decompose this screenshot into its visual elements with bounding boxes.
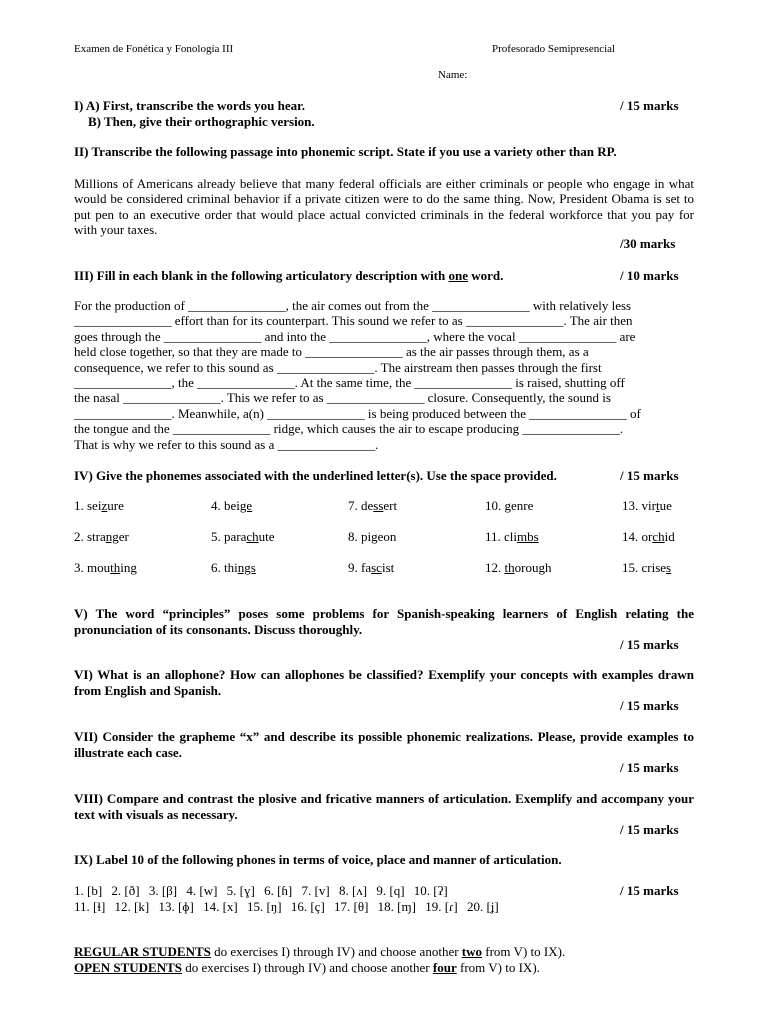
word-text: 3. mou xyxy=(74,560,111,575)
phone-item: 12. [k] xyxy=(114,899,150,914)
section-2-title: II) Transcribe the following passage into phonemic script. State if you use a variety other than RP. xyxy=(74,144,617,159)
word-underlined: sc xyxy=(371,560,382,575)
section-3-marks: / 10 marks xyxy=(620,268,679,283)
phone-item: 15. [ŋ] xyxy=(247,899,282,914)
regular-count: two xyxy=(461,944,483,959)
section-1 xyxy=(74,98,694,130)
word-item xyxy=(211,560,256,576)
word-text: 5. para xyxy=(211,529,247,544)
word-item xyxy=(485,498,533,514)
description-line: _______________. Meanwhile, a(n) _______________ is being produced between the _______________ of xyxy=(74,405,641,421)
description-line: the nasal _______________. This we refer to as _______________ closure. Consequently, the sound is xyxy=(74,390,611,406)
word-underlined: g xyxy=(504,498,511,513)
word-item xyxy=(74,560,137,576)
description-line: For the production of _______________, the air comes out from the _______________ with relatively less xyxy=(74,298,632,313)
section-1-marks: / 15 marks xyxy=(620,98,679,113)
word-underlined: th xyxy=(110,560,121,575)
regular-students-label: REGULAR STUDENTS xyxy=(74,944,211,959)
instruction-text: do exercises I) through IV) and choose another xyxy=(210,944,462,959)
word-item xyxy=(622,560,671,576)
section-1-line-a: I) A) First, transcribe the words you hear. xyxy=(74,98,305,113)
word-text: ert xyxy=(383,498,398,513)
word-text: orough xyxy=(514,560,552,575)
phone-item: 9. [q] xyxy=(376,883,405,898)
word-text: enre xyxy=(511,498,534,513)
word-item xyxy=(622,529,675,545)
section-8-marks: / 15 marks xyxy=(620,822,679,837)
phone-item: 5. [ɣ] xyxy=(226,883,255,898)
word-item xyxy=(485,560,551,576)
word-underlined: g xyxy=(371,529,378,544)
section-7-marks: / 15 marks xyxy=(620,760,679,775)
description-line: That is why we refer to this sound as a _______________. xyxy=(74,436,379,452)
instruction-text: do exercises I) through IV) and choose another xyxy=(182,960,433,975)
section-3-description xyxy=(74,298,694,452)
instruction-text: from V) to IX). xyxy=(456,960,540,975)
open-count: four xyxy=(432,960,457,975)
word-text: 6. thi xyxy=(211,560,238,575)
word-item xyxy=(74,529,129,545)
word-text: eon xyxy=(377,529,397,544)
word-text: ute xyxy=(258,529,275,544)
word-item xyxy=(348,560,394,576)
header-program: Profesorado Semipresencial xyxy=(492,43,616,55)
word-item xyxy=(211,529,275,545)
word-text: 2. stra xyxy=(74,529,106,544)
word-text: 11. cli xyxy=(485,529,518,544)
phones-row-2 xyxy=(74,899,505,915)
word-underlined: mbs xyxy=(517,529,539,544)
word-underlined: s xyxy=(666,560,672,575)
section-4-marks: / 15 marks xyxy=(620,468,679,483)
word-item xyxy=(348,498,397,514)
section-5-marks: / 15 marks xyxy=(620,637,679,652)
regular-students-instruction xyxy=(74,944,565,960)
word-underlined: ss xyxy=(373,498,384,513)
word-text: 15. crise xyxy=(622,560,667,575)
section-6-marks: / 15 marks xyxy=(620,698,679,713)
phone-item: 7. [v] xyxy=(301,883,330,898)
word-text: 1. sei xyxy=(74,498,102,513)
word-item xyxy=(485,529,539,545)
phone-item: 2. [ð] xyxy=(111,883,140,898)
word-underlined: ge xyxy=(239,498,253,513)
section-8-title: VIII) Compare and contrast the plosive and fricative manners of articulation. Exemplify and accompany your text with visuals as necessary. xyxy=(74,791,694,822)
word-text: ist xyxy=(381,560,395,575)
section-9-marks: / 15 marks xyxy=(620,883,679,898)
word-text: 14. or xyxy=(622,529,653,544)
section-7-title: VII) Consider the grapheme “x” and describe its possible phonemic realizations. Please, provide examples to illustrate each case. xyxy=(74,729,694,760)
section-3-title-post: word. xyxy=(468,268,504,283)
phone-item: 4. [w] xyxy=(186,883,218,898)
section-3-title xyxy=(74,268,694,284)
word-text: er xyxy=(118,529,129,544)
word-underlined: ch xyxy=(246,529,259,544)
word-text: 9. fa xyxy=(348,560,372,575)
word-item xyxy=(622,498,672,514)
word-underlined: ngs xyxy=(237,560,256,575)
section-5-title: V) The word “principles” poses some problems for Spanish-speaking learners of English relating the pronunciation of its consonants. Discuss thoroughly. xyxy=(74,606,694,637)
phone-item: 1. [b] xyxy=(74,883,103,898)
description-line: the tongue and the _______________ ridge, which causes the air to escape producing _______________. xyxy=(74,421,624,437)
word-item xyxy=(348,529,396,545)
word-text: 13. vir xyxy=(622,498,656,513)
open-students-label: OPEN STUDENTS xyxy=(74,960,182,975)
word-text: ue xyxy=(659,498,672,513)
section-6-title: VI) What is an allophone? How can allophones be classified? Exemplify your concepts with examples drawn from English and Spanish. xyxy=(74,667,694,698)
section-9-title: IX) Label 10 of the following phones in terms of voice, place and manner of articulation. xyxy=(74,852,562,867)
word-text: 8. pi xyxy=(348,529,372,544)
word-text: 7. de xyxy=(348,498,374,513)
phone-item: 13. [ɸ] xyxy=(158,899,194,914)
phone-item: 20. [ʝ] xyxy=(466,899,499,914)
instruction-text: from V) to IX). xyxy=(482,944,566,959)
word-text: id xyxy=(664,529,675,544)
phone-item: 16. [ç] xyxy=(290,899,325,914)
word-underlined: t xyxy=(655,498,660,513)
description-line: consequence, we refer to this sound as _______________. The airstream then passes through the first xyxy=(74,359,602,375)
name-label: Name: xyxy=(438,69,468,81)
section-3-title-pre: III) Fill in each blank in the following articulatory description with xyxy=(74,268,449,283)
phone-item: 8. [ʌ] xyxy=(338,883,368,898)
word-underlined: z xyxy=(101,498,108,513)
word-text: ing xyxy=(120,560,137,575)
section-3-title-emphasis: one xyxy=(448,268,468,283)
section-1-line-b: B) Then, give their orthographic version. xyxy=(88,114,315,129)
section-4-title: IV) Give the phonemes associated with the underlined letter(s). Use the space provided. xyxy=(74,468,557,483)
phone-item: 10. [ʔ] xyxy=(413,883,448,898)
open-students-instruction xyxy=(74,960,540,976)
phone-item: 17. [θ] xyxy=(334,899,369,914)
description-line: _______________ effort than for its counterpart. This sound we refer to as _______________. The air then xyxy=(74,313,633,329)
word-item xyxy=(74,498,124,514)
word-item xyxy=(211,498,252,514)
phones-row-1 xyxy=(74,883,454,899)
word-text: 12. xyxy=(485,560,505,575)
header-course-title: Examen de Fonética y Fonología III xyxy=(74,43,234,55)
word-text: 4. bei xyxy=(211,498,240,513)
description-line: _______________, the _______________. At the same time, the _______________ is raised, shutting off xyxy=(74,374,625,390)
section-2-passage: Millions of Americans already believe that many federal officials are either criminals or people who engage in what would be considered criminal behavior if a private citizen were to do the same thing. Now, President Obama is set to put pen to an executive order that would place actual convicted criminals in the federal workforce that you pay for with your taxes. xyxy=(74,176,694,238)
phone-item: 6. [ɦ] xyxy=(264,883,293,898)
section-2-marks: /30 marks xyxy=(620,236,676,251)
word-underlined: ng xyxy=(105,529,119,544)
word-underlined: ch xyxy=(652,529,665,544)
phone-item: 18. [ɱ] xyxy=(377,899,416,914)
word-text: ure xyxy=(107,498,124,513)
phone-item: 3. [β] xyxy=(148,883,178,898)
phone-item: 11. [ɬ] xyxy=(74,899,106,914)
phone-item: 14. [x] xyxy=(203,899,238,914)
phone-item: 19. [ɾ] xyxy=(425,899,458,914)
word-underlined: th xyxy=(504,560,515,575)
description-line: held close together, so that they are made to _______________ as the air passes through them, as a xyxy=(74,344,589,360)
description-line: goes through the _______________ and into the _______________, where the vocal _______________ are xyxy=(74,328,636,344)
word-text: 10. xyxy=(485,498,505,513)
